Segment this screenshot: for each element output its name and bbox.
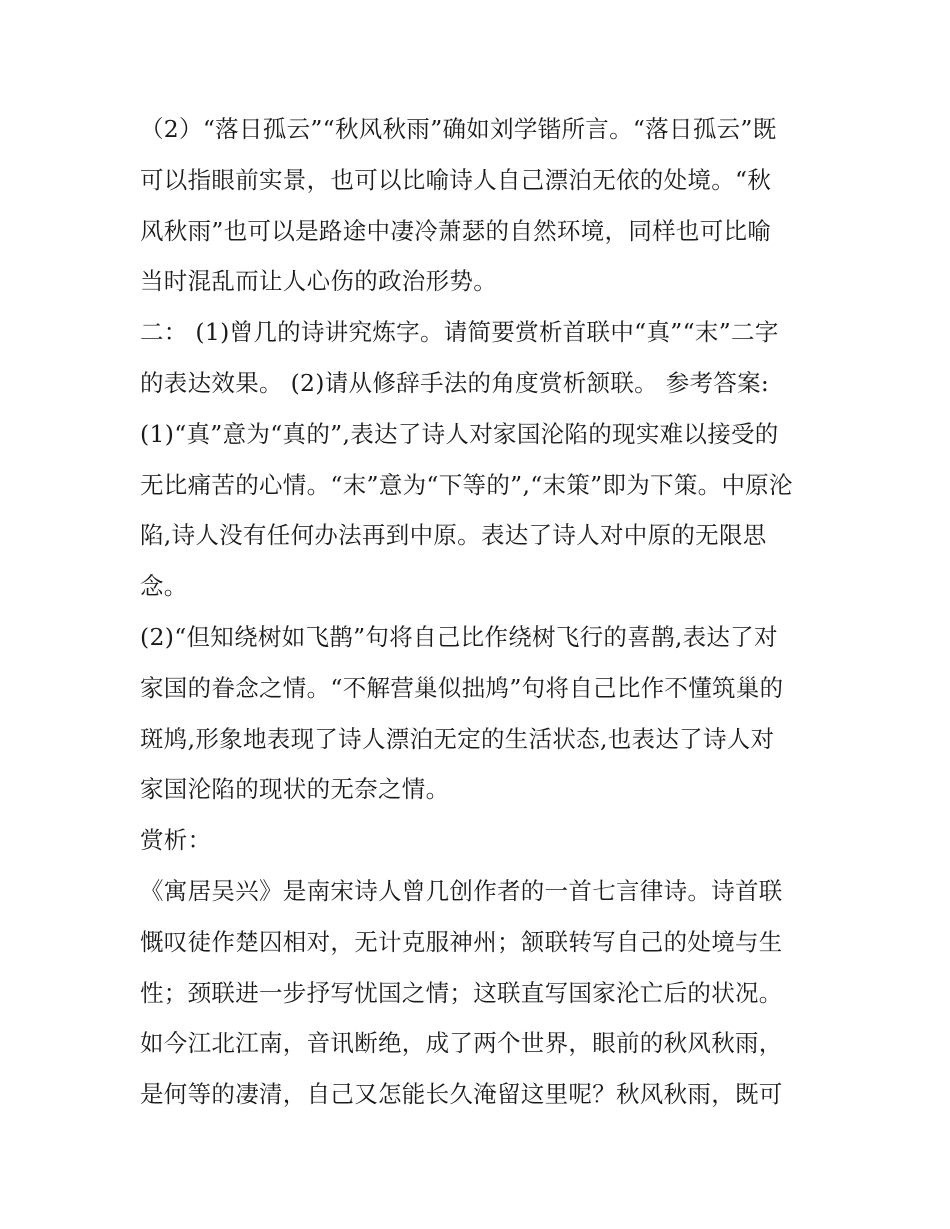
text-line: 可以指眼前实景，也可以比喻诗人自己漂泊无依的处境。“秋 bbox=[140, 165, 772, 194]
section-heading: 赏析： bbox=[140, 826, 212, 855]
text-line: 风秋雨”也可以是路途中凄冷萧瑟的自然环境，同样也可比喻 bbox=[140, 216, 772, 245]
answer-line: 无比痛苦的心情。“末”意为“下等的”,“末策”即为下策。中原沦 bbox=[140, 470, 793, 499]
analysis-line: 是何等的凄清，自己又怎能长久淹留这里呢？秋风秋雨，既可 bbox=[140, 1080, 783, 1109]
text-line: （2）“落日孤云”“秋风秋雨”确如刘学锴所言。“落日孤云”既 bbox=[140, 115, 777, 143]
answer-line: (1)“真”意为“真的”,表达了诗人对家国沦陷的现实难以接受的 bbox=[140, 419, 779, 448]
analysis-line: 《寓居吴兴》是南宋诗人曾几创作者的一首七言律诗。诗首联 bbox=[140, 876, 783, 905]
answer-line: 陷,诗人没有任何办法再到中原。表达了诗人对中原的无限思 bbox=[140, 521, 767, 550]
question-line: 二： (1)曾几的诗讲究炼字。请简要赏析首联中“真”“末”二字 bbox=[140, 318, 779, 347]
answer-line: 家国沦陷的现状的无奈之情。 bbox=[140, 775, 450, 804]
document-body bbox=[140, 104, 820, 1120]
answer-line: 念。 bbox=[140, 572, 188, 601]
answer-line: 斑鸠,形象地表现了诗人漂泊无定的生活状态,也表达了诗人对 bbox=[140, 724, 775, 753]
analysis-line: 慨叹徒作楚囚相对，无计克服神州；颔联转写自己的处境与生 bbox=[140, 927, 783, 956]
question-line: 的表达效果。 (2)请从修辞手法的角度赏析颔联。 参考答案: bbox=[140, 368, 770, 397]
analysis-line: 性；颈联进一步抒写忧国之情；这联直写国家沦亡后的状况。 bbox=[140, 978, 783, 1007]
text-line: 当时混乱而让人心伤的政治形势。 bbox=[140, 267, 497, 296]
answer-line: 家国的眷念之情。“不解营巢似拙鸠”句将自己比作不懂筑巢的 bbox=[140, 673, 784, 702]
analysis-line: 如今江北江南，音讯断绝，成了两个世界，眼前的秋风秋雨， bbox=[140, 1029, 783, 1058]
answer-line: (2)“但知绕树如飞鹊”句将自己比作绕树飞行的喜鹊,表达了对 bbox=[140, 622, 778, 651]
